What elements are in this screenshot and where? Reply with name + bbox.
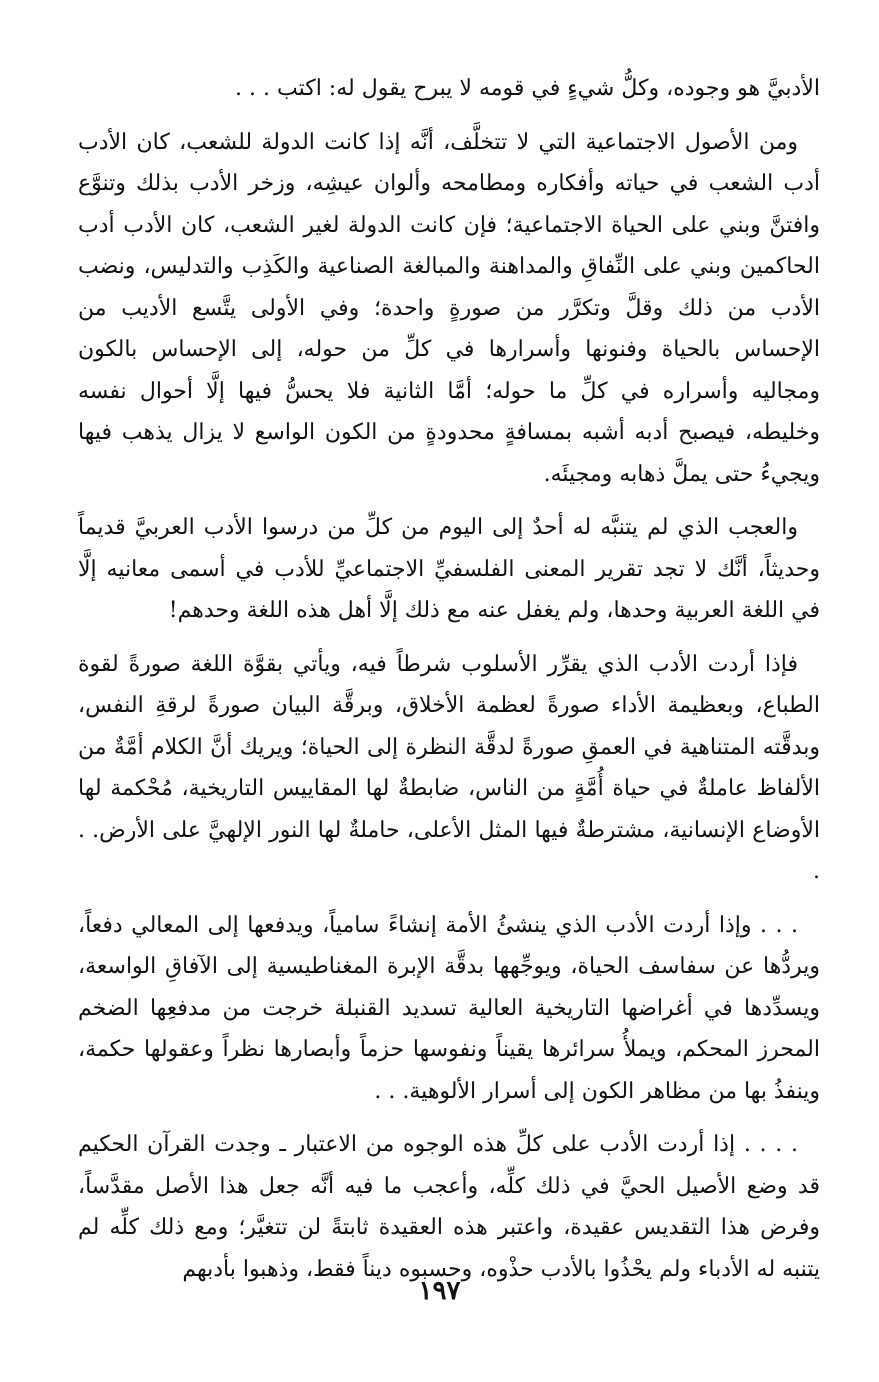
paragraph-wonder: والعجب الذي لم يتنبَّه له أحدٌ إلى اليوم من كلِّ من درسوا الأدب العربيَّ قديماً وحديثاً، أنَّك لا تجد تقرير المعنى الفلسفيِّ الاجتماعيِّ للأدب في أسمى معانيه إلَّا في اللغة العربية وحدها، ولم يغفل عنه مع ذلك إلَّا أهل هذه اللغة وحدهم! xyxy=(78,515,820,623)
paragraph-quran: . . . . إذا أردت الأدب على كلِّ هذه الوجوه من الاعتبار ـ وجدت القرآن الحكيم قد وضع الأصيل الحيَّ في ذلك كلِّه، وأعجب ما فيه أنَّه جعل هذا الأصل مقدَّساً، وفرض هذا التقديس عقيدة، واعتبر هذه العقيدة ثابتةً لن تتغيَّر؛ ومع ذلك كلِّه لم يتنبه له الأدباء ولم يحْذُوا بالأدب حذْوه، وحسبوه ديناً فقط، وذهبوا بأدبهم xyxy=(78,1132,820,1282)
paragraph-social-principles: ومن الأصول الاجتماعية التي لا تتخلَّف، أنَّه إذا كانت الدولة للشعب، كان الأدب أدب الشعب في حياته وأفكاره ومطامحه وألوان عيشِه، وزخر الأدب بذلك وتنوَّع وافتنَّ وبني على الحياة الاجتماعية؛ فإن كانت الدولة لغير الشعب، كان الأدب أدب الحاكمين وبني على النِّفاقِ والمداهنة والمبالغة الصناعية والكَذِب والتدليس، ونضب الأدب من ذلك وقلَّ وتكرَّر من صورةٍ واحدة؛ وفي الأولى يتَّسع الأديب من الإحساس بالحياة وفنونها وأسرارها في كلِّ من حوله، إلى الإحساس بالكون ومجاليه وأسراره في كلِّ ما حوله؛ أمَّا الثانية فلا يحسُّ فيها إلَّا أحوال نفسه وخليطه، فيصبح أدبه أشبه بمسافةٍ محدودةٍ من الكون الواسع لا يزال يذهب فيها ويجيءُ حتى يملَّ ذهابه ومجيئَه. xyxy=(78,129,820,487)
paragraph-continuation: الأدبيَّ هو وجوده، وكلُّ شيءٍ في قومه لا يبرح يقول له: اكتب . . . xyxy=(235,76,820,101)
paragraph-nation-building: . . . وإذا أردت الأدب الذي ينشئُ الأمة إنشاءً سامياً، ويدفعها إلى المعالي دفعاً، ويردُّها عن سفاسف الحياة، ويوجِّهها بدقَّة الإبرة المغناطيسية إلى الآفاقِ الواسعة، ويسدِّدها في أغراضها التاريخية العالية تسديد القنبلة خرجت من مدفعِها الضخم المحرز المحكم، ويملأُ سرائرها يقيناً ونفوسها حزماً وأبصارها نظراً وعقولها حكمة، وينفذُ بها من مظاهر الكون إلى أسرار الألوهية. . . xyxy=(78,912,820,1104)
body-text xyxy=(78,68,820,1302)
paragraph-style-condition: فإذا أردت الأدب الذي يقرِّر الأسلوب شرطاً فيه، ويأتي بقوَّة اللغة صورةً لقوة الطباع، وبعظيمة الأداء صورةً لعظمة الأخلاق، وبرقَّة البيان صورةً لرقةِ النفس، وبدقَّته المتناهية في العمقِ صورةً لدقَّة النظرة إلى الحياة؛ ويريك أنَّ الكلام أمَّةٌ من الألفاظ عاملةٌ في حياة أُمَّةٍ من الناس، ضابطةٌ لها المقاييس التاريخية، مُحْكمة لها الأوضاع الإنسانية، مشترطةٌ فيها المثل الأعلى، حاملةٌ لها النور الإلهيَّ على الأرض. . . xyxy=(78,651,820,884)
page-number: ١٩٧ xyxy=(418,1276,461,1306)
